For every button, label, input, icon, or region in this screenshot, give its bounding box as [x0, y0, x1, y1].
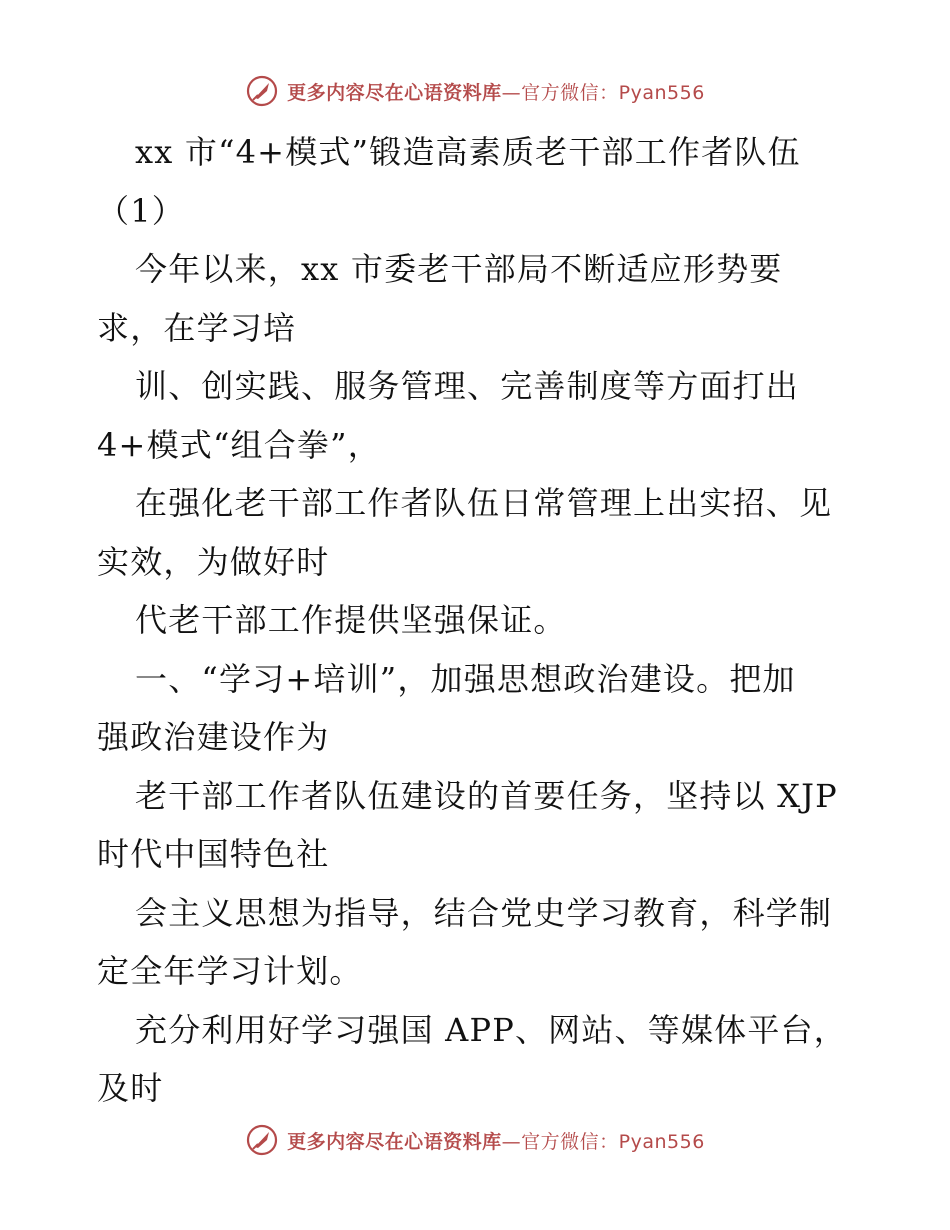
- footer-watermark: [0, 1120, 950, 1160]
- watermark-text: [287, 78, 705, 105]
- header-watermark: [0, 71, 950, 111]
- paragraph-line: 训、创实践、服务管理、完善制度等方面打出: [135, 367, 800, 405]
- paragraph-line: 代老干部工作提供坚强保证。: [135, 601, 567, 639]
- watermark-separator: —: [501, 81, 522, 104]
- paragraph-line: 求，在学习培: [97, 308, 297, 347]
- watermark-separator: —: [501, 1130, 522, 1153]
- document-title-line-2: （1）: [97, 191, 185, 230]
- watermark-wechat: 官方微信：Pyan556: [521, 1130, 705, 1153]
- watermark-brand: 更多内容尽在心语资料库: [287, 1130, 502, 1153]
- paragraph-line: 今年以来，xx 市委老干部局不断适应形势要: [135, 250, 783, 288]
- watermark-text: [287, 1127, 705, 1154]
- document-body: [97, 123, 887, 1118]
- section-heading-line: 一、“学习+培训”，加强思想政治建设。把加: [135, 659, 796, 698]
- paragraph-line: 在强化老干部工作者队伍日常管理上出实招、见: [135, 484, 833, 522]
- paragraph-line: 会主义思想为指导，结合党史学习教育，科学制: [135, 893, 833, 932]
- paragraph-line: 时代中国特色社: [97, 835, 330, 873]
- quill-pen-circle-icon: [245, 74, 279, 108]
- watermark-brand: 更多内容尽在心语资料库: [287, 81, 502, 104]
- paragraph-line: 及时: [97, 1069, 164, 1107]
- paragraph-line: 老干部工作者队伍建设的首要任务，坚持以 XJP: [135, 776, 838, 815]
- watermark-wechat: 官方微信：Pyan556: [521, 81, 705, 104]
- quill-pen-circle-icon: [245, 1123, 279, 1157]
- paragraph-line: 充分利用好学习强国 APP、网站、等媒体平台，: [135, 1010, 847, 1049]
- paragraph-line: 定全年学习计划。: [97, 952, 363, 990]
- paragraph-line: 4+模式“组合拳”，: [97, 425, 381, 464]
- paragraph-line: 强政治建设作为: [97, 718, 330, 756]
- paragraph-line: 实效，为做好时: [97, 542, 330, 581]
- document-title-line-1: xx 市“4+模式”锻造高素质老干部工作者队伍: [135, 133, 801, 171]
